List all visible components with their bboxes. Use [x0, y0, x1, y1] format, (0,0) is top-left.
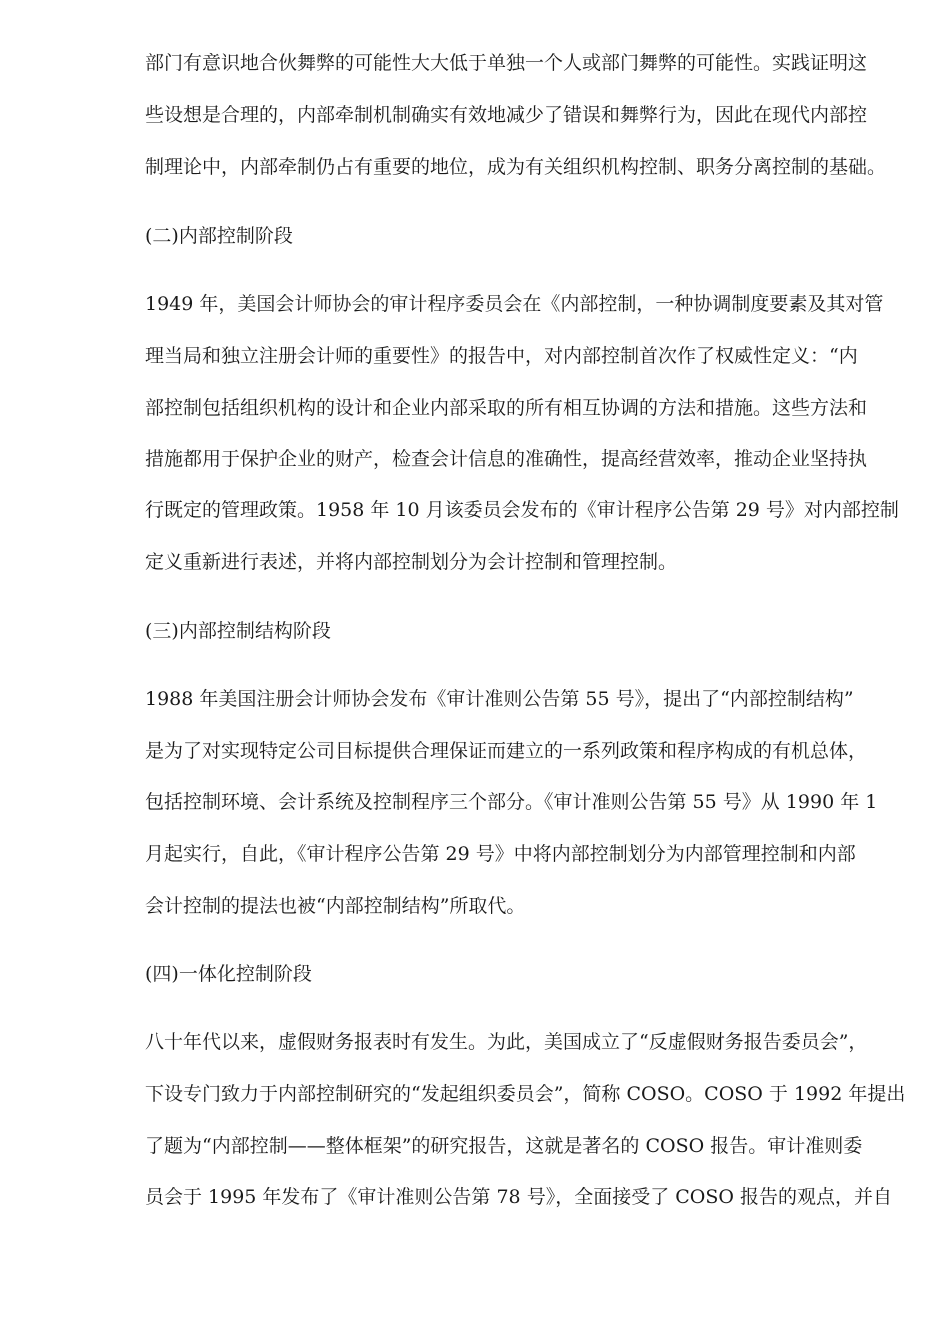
paragraph-line: 措施都用于保护企业的财产，检查会计信息的准确性，提高经营效率，推动企业坚持执: [145, 448, 868, 470]
paragraph-line: 制理论中，内部牵制仍占有重要的地位，成为有关组织机构控制、职务分离控制的基础。: [145, 156, 887, 178]
paragraph-line: 包括控制环境、会计系统及控制程序三个部分。《审计准则公告第 55 号》从 1990 年 1: [145, 791, 878, 813]
paragraph-line: 了题为“内部控制——整体框架”的研究报告，这就是著名的 COSO 报告。审计准则委: [145, 1135, 863, 1157]
paragraph-line: 行既定的管理政策。1958 年 10 月该委员会发布的《审计程序公告第 29 号》对内部控制: [145, 499, 899, 521]
paragraph-line: 是为了对实现特定公司目标提供合理保证而建立的一系列政策和程序构成的有机总体，: [145, 740, 868, 762]
paragraph-line: 理当局和独立注册会计师的重要性》的报告中，对内部控制首次作了权威性定义：“内: [145, 345, 858, 367]
paragraph-line: 八十年代以来，虚假财务报表时有发生。为此，美国成立了“反虚假财务报告委员会”，: [145, 1031, 868, 1053]
paragraph-line: 下设专门致力于内部控制研究的“发起组织委员会”，简称 COSO。COSO 于 1992 年提出: [145, 1083, 906, 1105]
section-heading: (二)内部控制阶段: [145, 225, 293, 247]
paragraph-line: 部门有意识地合伙舞弊的可能性大大低于单独一个人或部门舞弊的可能性。实践证明这: [145, 52, 868, 74]
paragraph-line: 月起实行，自此，《审计程序公告第 29 号》中将内部控制划分为内部管理控制和内部: [145, 843, 856, 865]
paragraph-line: 员会于 1995 年发布了《审计准则公告第 78 号》，全面接受了 COSO 报告的观点，并自: [145, 1186, 892, 1208]
section-heading: (四)一体化控制阶段: [145, 963, 312, 985]
paragraph-line: 部控制包括组织机构的设计和企业内部采取的所有相互协调的方法和措施。这些方法和: [145, 397, 868, 419]
paragraph-line: 些设想是合理的，内部牵制机制确实有效地减少了错误和舞弊行为，因此在现代内部控: [145, 104, 868, 126]
paragraph-line: 定义重新进行表述，并将内部控制划分为会计控制和管理控制。: [145, 551, 678, 573]
paragraph-line: 会计控制的提法也被“内部控制结构”所取代。: [145, 895, 526, 917]
paragraph-line: 1988 年美国注册会计师协会发布《审计准则公告第 55 号》，提出了“内部控制结构”: [145, 688, 854, 710]
paragraph-line: 1949 年，美国会计师协会的审计程序委员会在《内部控制，一种协调制度要素及其对管: [145, 293, 884, 315]
section-heading: (三)内部控制结构阶段: [145, 620, 331, 642]
